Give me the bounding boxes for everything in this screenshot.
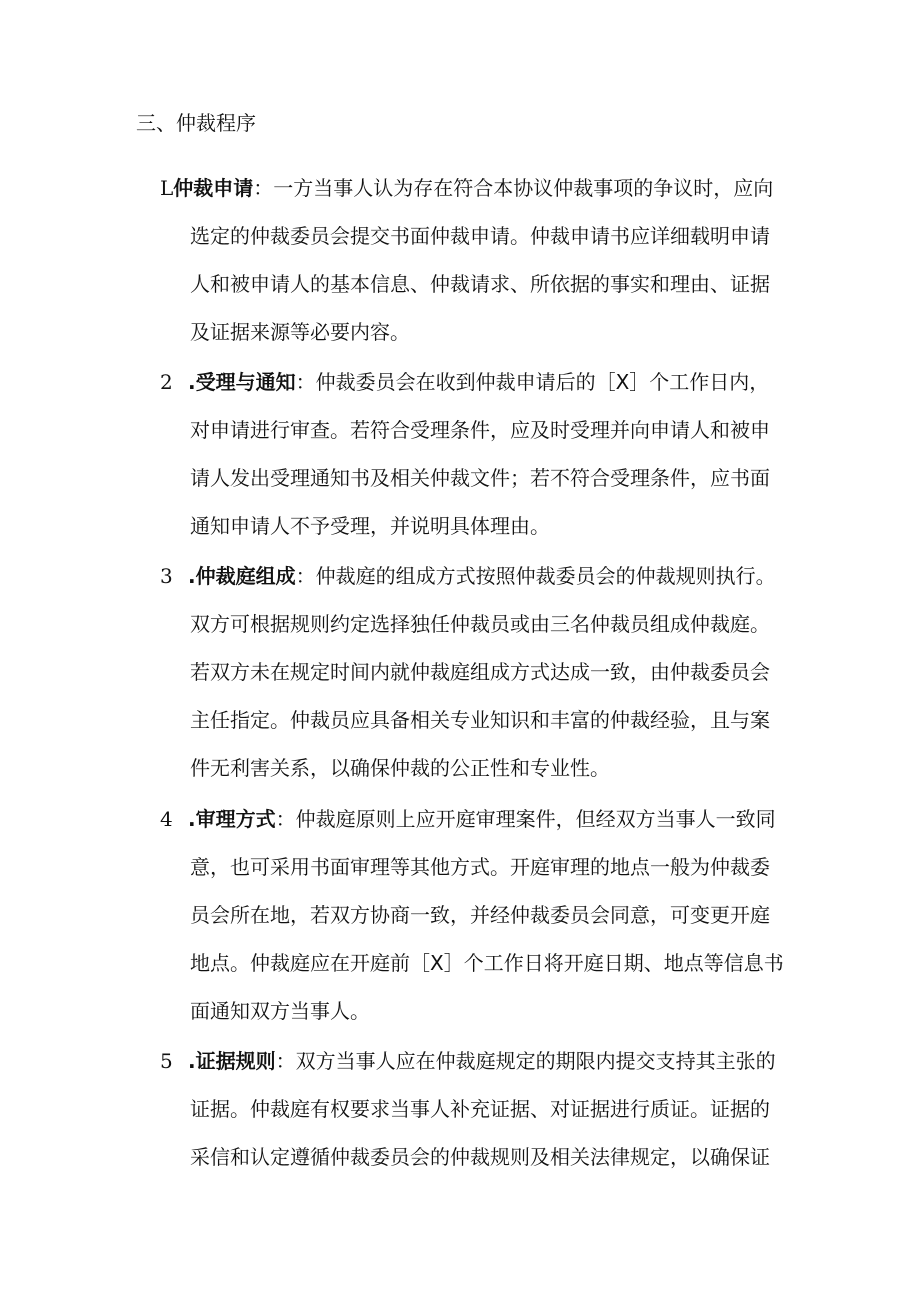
item-text-line: 选定的仲裁委员会提交书面仲裁申请。仲裁申请书应详细载明申请: [190, 224, 770, 248]
item-text-line: ：一方当事人认为存在符合本协议仲裁事项的争议时，应向: [253, 176, 774, 200]
item-label: .证据规则: [188, 1049, 276, 1073]
item-first-line: [160, 1037, 800, 1085]
item-text-line: 双方可根据规则约定选择独任仲裁员或由三名仲裁员组成仲裁庭。: [190, 612, 770, 636]
item-text-line: 请人发出受理通知书及相关仲裁文件；若不符合受理条件，应书面: [190, 466, 770, 490]
item-text-line: 通知申请人不予受理，并说明具体理由。: [190, 514, 550, 538]
item-text-line: 意，也可采用书面审理等其他方式。开庭审理的地点一般为仲裁委: [190, 855, 770, 879]
item-text-line: 人和被申请人的基本信息、仲裁请求、所依据的事实和理由、证据: [190, 272, 770, 296]
item-text-line: ：仲裁委员会在收到仲裁申请后的［X］个工作日内，: [295, 370, 770, 394]
list-item-tribunal-composition: [160, 552, 800, 792]
item-first-line: [160, 358, 800, 406]
list-item-evidence-rules: [160, 1037, 800, 1181]
item-text-line: 若双方未在规定时间内就仲裁庭组成方式达成一致，由仲裁委员会: [190, 660, 770, 684]
item-number: 5: [160, 1049, 173, 1073]
section-title: 三、仲裁程序: [136, 111, 256, 135]
item-number: 4: [160, 807, 173, 831]
item-number: L: [160, 176, 174, 200]
item-text-line: ：双方当事人应在仲裁庭规定的期限内提交支持其主张的: [275, 1049, 776, 1073]
item-label: .受理与通知: [188, 370, 296, 394]
item-first-line: [160, 164, 800, 212]
item-text-line: 员会所在地，若双方协商一致，并经仲裁委员会同意，可变更开庭: [190, 903, 770, 927]
item-first-line: [160, 552, 800, 600]
item-text-line: 主任指定。仲裁员应具备相关专业知识和丰富的仲裁经验，且与案: [190, 708, 770, 732]
item-text-line: 地点。仲裁庭应在开庭前［X］个工作日将开庭日期、地点等信息书: [190, 951, 784, 975]
item-label: .仲裁庭组成: [188, 564, 296, 588]
list-item-acceptance-notice: [160, 358, 800, 550]
item-number: 2: [160, 370, 173, 394]
item-text-line: 对申请进行审查。若符合受理条件，应及时受理并向申请人和被申: [190, 418, 770, 442]
item-text-line: ：仲裁庭原则上应开庭审理案件，但经双方当事人一致同: [275, 807, 776, 831]
item-first-line: [160, 795, 800, 843]
item-number: 3: [160, 564, 173, 588]
item-text-line: 件无利害关系，以确保仲裁的公正性和专业性。: [190, 756, 610, 780]
item-label: 仲裁申请: [173, 176, 254, 200]
list-item-hearing-method: [160, 795, 800, 1035]
item-text-line: ：仲裁庭的组成方式按照仲裁委员会的仲裁规则执行。: [295, 564, 776, 588]
item-text-line: 证据。仲裁庭有权要求当事人补充证据、对证据进行质证。证据的: [190, 1097, 770, 1121]
item-text-line: 及证据来源等必要内容。: [190, 320, 410, 344]
item-text-line: 采信和认定遵循仲裁委员会的仲裁规则及相关法律规定，以确保证: [190, 1145, 770, 1169]
item-label: .审理方式: [188, 807, 276, 831]
list-item-arbitration-application: [160, 164, 800, 356]
item-text-line: 面通知双方当事人。: [190, 999, 370, 1023]
